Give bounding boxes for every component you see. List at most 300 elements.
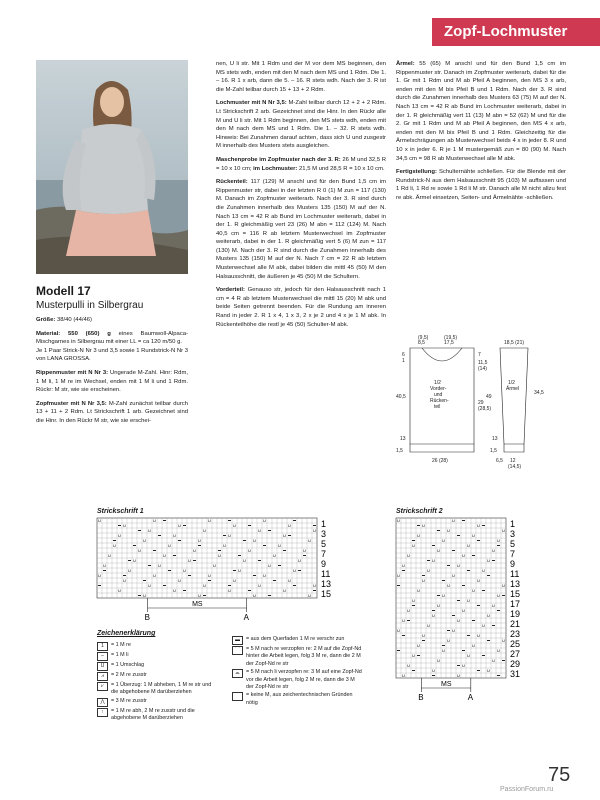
arrow-a-label: A xyxy=(467,693,474,702)
legend-item xyxy=(97,642,215,651)
grid-symbol xyxy=(487,575,490,576)
grid-symbol: U xyxy=(218,553,221,558)
grid-symbol xyxy=(482,590,485,591)
grid-symbol xyxy=(417,525,420,526)
grid-symbol: U xyxy=(502,528,505,533)
front-label: Vorderteil: xyxy=(216,287,246,294)
grid-symbol: U xyxy=(188,558,191,563)
grid-symbol xyxy=(482,655,485,656)
piece-label-2: Vorder- xyxy=(430,386,447,392)
grid-symbol xyxy=(133,545,136,546)
grid-symbol: U xyxy=(168,543,171,548)
row-label: 3 xyxy=(510,529,516,539)
legend-symbol: ⋀ xyxy=(97,698,108,707)
front-text: Genauso str, jedoch für den Halsausschnitt nach 1 cm = 4 R ab letztem Musterwechsel die mittl 15 (20) M abk und beide Seiten getrennt beenden. Für die Rundung am inneren Rand in jeder 2. R 1 x 4, 1 x 3, 2 x je 2 und 4 x je 1 M abk. In Rückenteilhöhe die restl je 45 (50) Schulter-M abk. xyxy=(216,287,387,328)
grid-symbol: U xyxy=(203,583,206,588)
rib-text: Ungerade M-Zahl. Hinr: Rdm, 1 M li, 1 M re im Wechsel, enden mit 1 M li und 1 Rdm. Rückr: M str, wie sie erscheinen. xyxy=(36,369,188,394)
row-label: 15 xyxy=(321,589,332,599)
legend-symbol: ⩗ xyxy=(97,682,108,691)
legend-title: Zeichenerklärung xyxy=(97,630,156,637)
grid-symbol xyxy=(397,585,400,586)
grid-symbol: U xyxy=(462,553,465,558)
grid-symbol xyxy=(178,540,181,541)
grid-symbol xyxy=(283,550,286,551)
row-label: 11 xyxy=(321,569,331,579)
legend-symbol: ▬ xyxy=(232,636,243,645)
row-label: 21 xyxy=(510,619,521,629)
sleeve-label-2: Ärmel xyxy=(506,386,520,392)
grid-symbol xyxy=(248,590,251,591)
dim-sleeve-rib: 1,5 xyxy=(490,448,497,454)
legend-item xyxy=(97,698,215,707)
dim-neck-w2: (9,5) xyxy=(418,335,429,341)
grid-symbol xyxy=(208,580,211,581)
legend-symbol: U xyxy=(97,662,108,671)
needles-text: Je 1 Paar Strick-N Nr 3 und 3,5 sowie 1 Rundstrick-N Nr 3 von LANA GROSSA. xyxy=(36,347,188,363)
grid-symbol: U xyxy=(412,653,415,658)
grid-symbol: U xyxy=(228,588,231,593)
sleeve-text: 55 (65) M anschl und für den Bund 1,5 cm im Rippenmuster str. Danach im Zopfmuster weiterarb, dabei für die 1. Gr mit 1 Rdm und M ab Pfeil A beginnen, den MS 3 x arb, enden mit den M bis Pfeil B und 1 Rdm. Nach der 3. R sind durch die Zunahmen innerhalb des Musters 63 (75) M auf der N. Nach 13 cm = 42 R ab Bund im Lochmuster weiterarb, dabei in der 1. R gleichmäßig vert 11 (13) M abn = 52 (62) M und für die 2. Gr mit 1 Rdm und M ab Pfeil A beginnen, den MS 4 x arb, enden mit den M bis Pfeil B und 1 Rdm. Gleichzeitig für die Ärmelschrägungen ab Musterwechsel beids 4 x in jeder 8. R und 10 x in jeder 6. R je 1 M mustergemäß zun = 80 (90) M. Nach 34,5 cm = 98 R ab Musterwechsel alle M abk. xyxy=(396,61,566,162)
row-label: 9 xyxy=(321,559,327,569)
size-label: Größe: xyxy=(36,317,56,323)
section-banner: Zopf-Lochmuster xyxy=(432,18,600,46)
grid-symbol xyxy=(412,605,415,606)
grid-symbol xyxy=(248,525,251,526)
row-label: 27 xyxy=(510,649,521,659)
grid-symbol xyxy=(447,565,450,566)
lace-label: Lochmuster mit N Nr 3,5: xyxy=(216,100,287,107)
grid-symbol: U xyxy=(482,568,485,573)
dim-side2: (28,5) xyxy=(478,406,492,412)
dim-shoulder: 17,5 xyxy=(444,340,454,346)
arrow-b-label: B xyxy=(144,613,150,622)
dim-side3: 49 xyxy=(486,394,492,400)
grid-symbol: U xyxy=(308,538,311,543)
grid-symbol xyxy=(432,545,435,546)
lace-text: M-Zahl teilbar durch 12 + 2 + 2 Rdm. Lt Strickschrift 2 arb. Gezeichnet sind die Hinr. In den Rückr alle M und U li str. Mit 1 Rdm beginnen, den MS stets wdh, enden mit den M nach dem MS und 1 Rdm. Die 1. – 32. R stets wdh. Hinweis: Bei Zunahmen darauf achten, dass sich U und zusgestr M innerhalb des Musters stets ausgleichen. xyxy=(216,100,387,150)
grid-symbol: U xyxy=(183,568,186,573)
grid-symbol xyxy=(188,575,191,576)
grid-symbol xyxy=(452,550,455,551)
gauge-text: 26 M und 32,5 R = 10 x 10 cm; xyxy=(216,156,386,172)
instructions-column-1 xyxy=(36,316,188,431)
dim-arm-h3: (14) xyxy=(478,366,487,372)
legend-symbol: ⩘ xyxy=(97,672,108,681)
grid-symbol xyxy=(198,545,201,546)
grid-symbol xyxy=(497,545,500,546)
grid-symbol: U xyxy=(422,523,425,528)
grid-symbol xyxy=(293,520,296,521)
grid-symbol xyxy=(183,525,186,526)
model-photo xyxy=(36,60,188,274)
dim-side: 29 xyxy=(478,400,484,406)
grid-symbol: U xyxy=(432,668,435,673)
row-label: 13 xyxy=(510,579,521,589)
row-label: 19 xyxy=(510,609,521,619)
grid-symbol xyxy=(163,520,166,521)
grid-symbol: U xyxy=(253,538,256,543)
grid-symbol: U xyxy=(477,633,480,638)
grid-symbol xyxy=(223,535,226,536)
dim-sleeve-h: 34,5 xyxy=(534,390,544,396)
grid-symbol: U xyxy=(452,628,455,633)
grid-symbol xyxy=(412,540,415,541)
instructions-column-3 xyxy=(396,60,566,208)
grid-symbol xyxy=(193,560,196,561)
size-value: 38/40 (44/46) xyxy=(56,317,92,323)
grid-symbol xyxy=(313,525,316,526)
grid-symbol: U xyxy=(467,598,470,603)
model-title: Modell 17 xyxy=(36,284,91,298)
grid-symbol xyxy=(278,565,281,566)
grid-symbol xyxy=(492,625,495,626)
grid-symbol xyxy=(422,640,425,641)
legend-symbol: ↑ xyxy=(97,708,108,717)
row-label: 17 xyxy=(510,599,521,609)
grid-symbol: U xyxy=(108,553,111,558)
legend-text: = 1 Umschlag xyxy=(111,662,145,668)
grid-symbol xyxy=(452,615,455,616)
grid-symbol: U xyxy=(148,528,151,533)
grid-symbol xyxy=(303,555,306,556)
grid-symbol xyxy=(128,560,131,561)
grid-symbol: U xyxy=(437,603,440,608)
grid-symbol xyxy=(487,640,490,641)
sleeve-rib xyxy=(504,444,524,452)
grid-symbol xyxy=(313,590,316,591)
grid-symbol: U xyxy=(442,538,445,543)
grid-symbol xyxy=(402,570,405,571)
grid-symbol xyxy=(462,585,465,586)
dim-arm-h1: 7 xyxy=(478,352,481,358)
back-label: Rückenteil: xyxy=(216,179,248,186)
grid-symbol xyxy=(477,540,480,541)
grid-symbol: U xyxy=(303,548,306,553)
grid-symbol: U xyxy=(442,593,445,598)
row-label: 3 xyxy=(321,529,327,539)
grid-symbol xyxy=(437,595,440,596)
chart1-grid xyxy=(97,518,372,622)
grid-symbol xyxy=(447,630,450,631)
legend-item xyxy=(97,708,215,723)
instructions-column-2 xyxy=(216,60,386,334)
dim-sleeve-w: 6,5 xyxy=(496,458,503,464)
grid-symbol: U xyxy=(457,618,460,623)
legend-symbol xyxy=(232,692,243,701)
row-label: 31 xyxy=(510,669,521,679)
grid-symbol xyxy=(148,565,151,566)
grid-symbol xyxy=(253,575,256,576)
grid-symbol xyxy=(437,530,440,531)
grid-symbol: U xyxy=(422,578,425,583)
grid-symbol xyxy=(402,635,405,636)
grid-symbol: U xyxy=(402,563,405,568)
grid-symbol: U xyxy=(153,573,156,578)
grid-symbol xyxy=(472,555,475,556)
neckline xyxy=(422,348,462,361)
repeat-label: MS xyxy=(441,681,452,688)
gauge-label: Maschenprobe im Zopfmuster nach der 3. R: xyxy=(216,156,341,163)
chart2-title: Strickschrift 2 xyxy=(396,508,443,515)
legend-text: = 1 M li xyxy=(111,652,129,658)
grid-symbol: U xyxy=(477,578,480,583)
watermark: PassionForum.ru xyxy=(500,786,554,793)
grid-symbol: U xyxy=(213,563,216,568)
legend-right xyxy=(232,636,362,708)
grid-symbol xyxy=(243,540,246,541)
chart2-grid xyxy=(396,518,546,708)
grid-symbol: U xyxy=(417,643,420,648)
legend-text: = 2 M re zusstr xyxy=(111,672,147,678)
grid-symbol: U xyxy=(447,583,450,588)
grid-symbol xyxy=(457,600,460,601)
grid-symbol xyxy=(497,610,500,611)
grid-symbol xyxy=(432,610,435,611)
grid-symbol: U xyxy=(178,523,181,528)
grid-symbol: U xyxy=(163,553,166,558)
grid-symbol: U xyxy=(472,643,475,648)
grid-symbol xyxy=(203,595,206,596)
grid-symbol xyxy=(263,545,266,546)
legend-text: = aus dem Querfaden 1 M re verschr zun xyxy=(246,636,345,642)
grid-symbol: U xyxy=(492,548,495,553)
grid-symbol: U xyxy=(437,658,440,663)
grid-symbol xyxy=(477,670,480,671)
grid-symbol: U xyxy=(138,548,141,553)
legend-item xyxy=(232,636,362,645)
grid-symbol: U xyxy=(402,618,405,623)
grid-symbol: U xyxy=(417,588,420,593)
grid-symbol: U xyxy=(447,638,450,643)
grid-symbol: U xyxy=(397,628,400,633)
dim-sleeve-top: 18,5 (21) xyxy=(504,340,525,346)
grid-symbol xyxy=(103,570,106,571)
grid-symbol: U xyxy=(273,553,276,558)
grid-symbol: U xyxy=(208,518,211,523)
row-label: 11 xyxy=(510,569,520,579)
legend-left xyxy=(97,642,215,724)
legend-item xyxy=(97,652,215,661)
grid-symbol: U xyxy=(407,608,410,613)
material-text: eines Baumwoll-Alpaca-Mischgarnes in Silbergrau mit einer LL = ca 120 m/50 g. xyxy=(36,330,188,346)
grid-symbol: U xyxy=(397,573,400,578)
grid-symbol xyxy=(118,525,121,526)
legend-item xyxy=(97,682,215,697)
grid-symbol: U xyxy=(492,658,495,663)
grid-symbol: U xyxy=(472,588,475,593)
grid-symbol: U xyxy=(457,563,460,568)
grid-symbol: U xyxy=(258,528,261,533)
legend-item xyxy=(232,646,362,668)
grid-symbol: U xyxy=(452,518,455,523)
grid-symbol xyxy=(412,670,415,671)
dim-neck-d: 6 xyxy=(402,352,405,358)
grid-symbol: U xyxy=(452,573,455,578)
legend-item xyxy=(232,669,362,691)
grid-symbol xyxy=(467,635,470,636)
grid-symbol: U xyxy=(467,653,470,658)
cable-label: Zopfmuster mit N Nr 3,5: xyxy=(36,400,107,407)
grid-symbol: U xyxy=(417,533,420,538)
dim-sleeve-b: 13 xyxy=(492,436,498,442)
grid-symbol: U xyxy=(397,518,400,523)
legend-text: = 1 M re xyxy=(111,642,131,648)
grid-symbol: U xyxy=(447,528,450,533)
legend-text: = 1 M re abh, 2 M re zusstr und die abgehobene M darüberziehen xyxy=(111,707,195,722)
grid-symbol: U xyxy=(278,543,281,548)
grid-symbol: U xyxy=(487,668,490,673)
finish-label: Fertigstellung: xyxy=(396,169,437,176)
grid-symbol xyxy=(173,555,176,556)
legend-symbol: ⌒ xyxy=(232,646,243,655)
grid-symbol xyxy=(432,675,435,676)
rib-label: Rippenmuster mit N Nr 3: xyxy=(36,369,109,376)
grid-symbol xyxy=(407,620,410,621)
grid-symbol xyxy=(467,570,470,571)
dim-arm-h2: 11,5 xyxy=(478,360,488,366)
grid-symbol xyxy=(497,675,500,676)
grid-symbol: U xyxy=(492,603,495,608)
schematic-diagram xyxy=(396,334,576,504)
grid-symbol: U xyxy=(193,548,196,553)
grid-symbol: U xyxy=(143,538,146,543)
grid-symbol xyxy=(477,605,480,606)
grid-symbol: U xyxy=(432,613,435,618)
grid-symbol: U xyxy=(462,663,465,668)
grid-symbol: U xyxy=(223,543,226,548)
sleeve-label-1: 1/2 xyxy=(508,380,515,386)
legend-symbol: – xyxy=(97,652,108,661)
grid-symbol: U xyxy=(118,588,121,593)
grid-symbol xyxy=(228,585,231,586)
grid-symbol xyxy=(462,650,465,651)
grid-symbol: U xyxy=(198,593,201,598)
grid-symbol xyxy=(492,560,495,561)
row-label: 13 xyxy=(321,579,332,589)
page-number: 75 xyxy=(548,764,571,786)
row-label: 9 xyxy=(510,559,516,569)
grid-symbol: U xyxy=(243,558,246,563)
grid-symbol xyxy=(268,595,271,596)
grid-symbol xyxy=(143,580,146,581)
grid-symbol xyxy=(293,585,296,586)
grid-symbol xyxy=(442,645,445,646)
piece-label-1: 1/2 xyxy=(434,380,441,386)
grid-symbol xyxy=(168,570,171,571)
grid-symbol xyxy=(158,535,161,536)
grid-symbol xyxy=(427,560,430,561)
grid-symbol: U xyxy=(98,518,101,523)
dim-neck-w: 8,5 xyxy=(418,340,425,346)
grid-symbol xyxy=(153,550,156,551)
grid-symbol: U xyxy=(113,543,116,548)
cable-text: M-Zahl zunächst teilbar durch 13 + 11 + 2 Rdm. Lt Strickschrift 1 arb. Gezeichnet sind die Hinr. In den Rückr M str, wie sie erschei- xyxy=(36,400,188,424)
grid-symbol: U xyxy=(268,563,271,568)
dim-rib: 1,5 xyxy=(396,448,403,454)
back-text: 117 (129) M anschl und für den Bund 1,5 cm im Rippenmuster str, dabei in der letzten R 0 (1) M zun = 117 (130) M. Danach im Zopfmuster weiterarb. Nach der 3. R sind durch die Zunahmen innerhalb des Musters 135 (150) M auf der N. Nach 13 cm = 42 R ab Bund im Lochmuster weiterarb, dabei in der 1. R gleichmäßig vert 23 (26) M abn = 112 (124) M. Nach 40,5 cm = 116 R ab letztem Musterwechsel im Zopfmuster weiterarb, dabei in der 1. R gleichmäßig vert 5 (6) M zun = 117 (130) M. Nach der 3. R sind durch die Zunahmen innerhalb des Musters 135 (150) M auf der N. Nach 7 cm = 22 R ab letztem Musterwechsel alle M abk, dabei bilden die mittl 45 (50) M den Halsausschnitt, die äußeren je 45 (50) M die Schultern. xyxy=(216,179,386,280)
chart1-title: Strickschrift 1 xyxy=(97,508,144,515)
grid-symbol: U xyxy=(497,593,500,598)
arrow-b-label: B xyxy=(418,693,424,702)
finish-text: Schulternähte schließen. Für die Blende mit der Rundstrick-N aus dem Halsausschnitt 95 (103) M auffassen und 1 Rd li, 1 Rd re sowie 1 Rd li M str. Danach alle M nicht allzu fest re abk. Ärmel einsetzen, Seiten- und Ärmelnähte -schließen. xyxy=(396,169,566,201)
grid-symbol xyxy=(288,535,291,536)
grid-symbol: U xyxy=(487,558,490,563)
grid-symbol: U xyxy=(233,523,236,528)
grid-symbol: U xyxy=(497,538,500,543)
grid-symbol: U xyxy=(427,568,430,573)
grid-symbol: U xyxy=(258,583,261,588)
grid-symbol: U xyxy=(283,588,286,593)
row-label: 15 xyxy=(510,589,521,599)
material-label: Material: 550 (650) g xyxy=(36,330,111,337)
dim-sleeve-w3: (14,5) xyxy=(508,464,522,470)
grid-symbol xyxy=(482,525,485,526)
model-subtitle: Musterpulli in Silbergrau xyxy=(36,300,144,311)
grid-symbol xyxy=(138,530,141,531)
body-rib xyxy=(410,444,474,452)
grid-symbol xyxy=(397,650,400,651)
grid-symbol: U xyxy=(143,593,146,598)
arrow-a-label: A xyxy=(243,613,249,622)
grid-symbol: U xyxy=(123,578,126,583)
grid-symbol: U xyxy=(103,563,106,568)
grid-symbol: U xyxy=(153,518,156,523)
grid-symbol: U xyxy=(173,588,176,593)
grid-symbol xyxy=(218,550,221,551)
grid-symbol: U xyxy=(487,613,490,618)
grid-symbol xyxy=(472,620,475,621)
grid-symbol: U xyxy=(208,573,211,578)
grid-symbol xyxy=(268,530,271,531)
grid-symbol: U xyxy=(158,563,161,568)
gauge-text-2: 21,5 M und 28,5 R = 10 x 10 cm. xyxy=(299,165,385,172)
grid-symbol xyxy=(238,555,241,556)
grid-symbol: U xyxy=(313,583,316,588)
grid-symbol: U xyxy=(118,533,121,538)
grid-symbol: U xyxy=(472,533,475,538)
grid-symbol xyxy=(502,660,505,661)
grid-symbol: U xyxy=(98,573,101,578)
grid-symbol xyxy=(163,585,166,586)
grid-symbol: U xyxy=(233,578,236,583)
grid-symbol: U xyxy=(467,543,470,548)
grid-symbol xyxy=(442,580,445,581)
grid-symbol: U xyxy=(198,538,201,543)
grid-symbol xyxy=(457,535,460,536)
row-label: 5 xyxy=(321,539,327,549)
row-label: 1 xyxy=(321,519,327,529)
row-label: 7 xyxy=(321,549,327,559)
grid-symbol: U xyxy=(263,573,266,578)
grid-symbol xyxy=(113,540,116,541)
legend-text: = 5 M nach li verzopfen re: 3 M auf eine Zopf-Nd vor die Arbeit legen, folg 2 M re, dann die 3 M der Zopf-Nd re str xyxy=(246,669,362,691)
grid-symbol: U xyxy=(407,553,410,558)
grid-symbol: U xyxy=(228,533,231,538)
grid-symbol: U xyxy=(457,673,460,678)
grid-symbol: U xyxy=(288,578,291,583)
grid-symbol: U xyxy=(178,578,181,583)
grid-symbol: U xyxy=(482,623,485,628)
piece-label-4: Rücken- xyxy=(430,398,449,404)
grid-symbol xyxy=(98,585,101,586)
grid-symbol: U xyxy=(288,523,291,528)
grid-symbol: U xyxy=(407,663,410,668)
legend-item xyxy=(97,662,215,671)
grid-symbol: U xyxy=(412,543,415,548)
row-label: 5 xyxy=(510,539,516,549)
dim-width: 26 (28) xyxy=(432,458,448,464)
grid-symbol: U xyxy=(412,598,415,603)
